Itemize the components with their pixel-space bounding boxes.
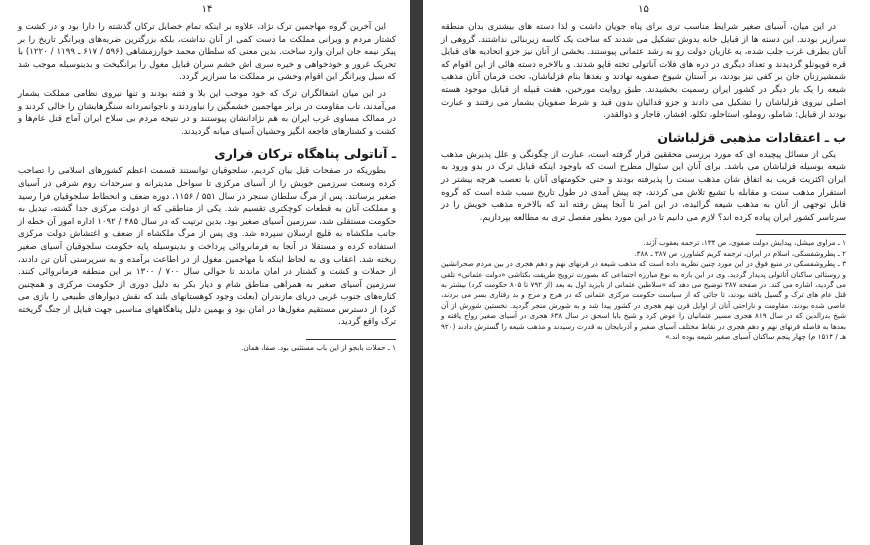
- page-number: ۱۴: [201, 4, 213, 15]
- paragraph: یکی از مسائل پیچیده ای که مورد بررسی محققین قرار گرفته است، عبارت از چگونگی و علل پذیرش مذهب شیعه بوسیله قزلباشان می باشد. برای آنان این سئوال مطرح است که باوجود اینکه قبایل ترک در بدو ورود به ایران اکثریت قریب به اتفاق شان مذهب سنت را پذیرفته بودند و حتی حکومتهای آنان با تعصب هرچه بیشتر در استقرار مذهب سنت و مقابله با تشیع تلاش می کردند، چه پیش آمدی در طول تاریخ سبب شده است که گروه قابل توجهی از آنان به مذهب شیعه گرائیده، در این امر تا آنجا پیش رفته اند که بالاخره مذهب خویش را در سرتاسر کشور ایران پیاده کرده اند؟ لازم می دانیم تا در این مورد بطور مفصل تری به مطالعه بپردازیم.: [441, 149, 846, 223]
- footnote: ۱ ـ حملات بابجو از این باب مستثنی بود. صفا، همان.: [241, 343, 396, 353]
- section-heading: ب ـ اعتقادات مذهبی قزلباشان: [657, 129, 846, 145]
- book-gutter: [410, 0, 423, 545]
- paragraph: در این میان، آسیای صغیر شرایط مناسب تری برای پناه جویان داشت و لذا دسته های بیشتری بدان منطقه سرازیر بودند. این دسته ها از قبایل خانه بدوش تشکیل می شدند که ساخت یک کاسه زیربنائی نداشتند. گروهی از آنان بطرف غرب جلب شده، به غازیان دولت رو به رشد عثمانی پیوستند. بخشی از آنان نیز جزو اتحادیه های قبایل قره قویونلو گردیدند و تعداد دیگری در دره های فلات آناتولی تخته قاپو شدند. و بالاخره دسته هائی از این اقوام که شمشیرزنان جان بر کفی نیز بودند، بر آستان شیوخ صفویه نهادند و بعدها بنام قزلباشان، تحت فرمان آنان مذهب شیعه را یک بار دیگر در کشور ایران رسمیت بخشیدند. طبق روایت مورخین، هفت قبیله از قبایل موجود هسته اصلی نیروی قزلباشان را تشکیل می دادند و جزو قدائیان بدون قید و شرط صفویان بشمار می رفتند و عبارت بودند از قبایل: شاملو، روملو، استاجلو، تکلو، افشار، قاجار و ذوالقدر.: [441, 22, 846, 121]
- page-number: ۱۵: [638, 4, 649, 15]
- left-page: [0, 0, 410, 545]
- footnote: ۱ ـ مزاوی میشل، پیدایش دولت صفوی، ص ۱۳۴، ترجمه یعقوب آژند.: [643, 238, 846, 248]
- section-heading: ـ آناتولی پناهگاه ترکان فراری: [214, 146, 396, 162]
- footnote-divider: [756, 234, 846, 235]
- paragraph: بطوریکه در صفحات قبل بیان کردیم، سلجوقیان توانستند قسمت اعظم کشورهای اسلامی را تصاحب کرده وسعت سرزمین خویش را از آسیای مرکزی تا سواحل مدیترانه و سرحدات روم شرقی در آسیای صغیر برسانند. پس از مرگ سلطان سنجر در سال ۵۵۱ / ۱۱۵۶، دوره ضعف و انحطاط سلجوقیان فرا رسید و مملکت آنان به قطعات کوچکتری تقسیم شد. یکی از مناطقی که از دولت مرکزی جدا گشته، تبدیل به حکومت مستقلی شد، سرزمین آسیای صغیر بود. بدین ترتیب که در سال ۴۸۵ / ۱۰۹۲ اداره امور آن خطه از جانب ملکشاه به قلیچ ارسلان سپرده شد. وی پس از مرگ ملکشاه از ضعف و اغتشاش دولت مرکزی استفاده کرده و مستقلا در آنجا به فرمانروائی پرداخت و بدینوسیله پایه حکومت سلجوقیان آسیای صغیر ریخته شد. اعقاب وی به لحاظ اینکه با مهاجمین مغول از در اطاعت برآمده و به سرپرستی آنان تن دادند، از حملات و کشت و کشتار در امان ماندند تا حوالی سال ۷۰۰ / ۱۳۰۰ بر این منطقه فرمانروائی کنند. سرزمین آسیای صغیر به همراهی مناطق شام و دیار بکر به دلیل دوری از حکومت مرکزی و همچنین کناره‌های جنوب غربی دریای مازندران (بعلت وجود کوهستانهای بلند که نقش دیوارهای طبیعی را بازی می کرد) از دسترس مستقیم مغول‌ها در امان بود و بهمین دلیل پناهگاههای مناسبی جهت قبایل از جنگ گریخته ترک واقع گردید.: [18, 166, 397, 328]
- paragraph: این آخرین گروه مهاجمین ترک نژاد، علاوه بر اینکه تمام خصایل ترکان گذشته را دارا بود و در کشت و کشتار مردم و ویرانی مملکت ما دست کمی از آنان نداشت، بلکه بزرگترین ضربه‌های ویرانگر تاریخ را بر پیکر نیمه جان ایران وارد ساخت. بدین معنی که سلطان محمد خوارزمشاهی (۵۹۶ / ۶۱۷ ـ ۱۱۹۹ / ۱۲۲۰) با تحریک غرور و خودخواهی و خیره سری اش خشم سران قبایل مغول را برانگیخت و بدینوسیله موجب شد که سیل ویرانگر این اقوام وحشی بر مملکت ما سرازیر گردد.: [18, 22, 397, 83]
- footnote-divider: [306, 339, 396, 340]
- footnote: ۲ ـ پطروشفسکی، اسلام در ایران، ترجمه کریم کشاورز، ص ۳۸۷ ـ ۳۸۸.: [634, 248, 846, 258]
- footnote: ۳ ـ پطروشفسکی در منبع فوق در این مورد چنین نظریه داده است که مذهب شیعه در قرنهای نهم و دهم هجری در بین مردم صحرانشین و روستائی ساکنان آناتولی پدیدار گردید. وی در این باره به نوع مبارزه اجتماعی که بصورت ترویج طریقت بکتاشی «دولت عثمانی» تلقی می گردید، اشاره می کند. در صفحه ۳۸۷ توضیح می دهد که «سلاطین عثمانی از بایزید اول به بعد (از ۷۹۲ تا ۸۰۵ حکومت کرد) بیشتر به قتل عام های ترک و گسیل یافته بودند، تا جائی که از سیاست حکومت مرکزی عثمانی که در هرج و مرج و بد رفتاری بسر می بردند، عاصی شده بودند. مقاومت و ناراحتی آنان از اوایل قرن نهم هجری در کشور پیدا شد و به شورش منجر گردید. نخستین شورش از آن شیخ بدرالدین که در سال ۸۱۹ هجری مسیر عثمانیان را عوض کرد و شیخ بابا اسحق در سال ۶۳۸ هجری در آسیای صغیر رواج یافته و بعدها به فاصله قرنهای نهم و دهم هجری در نقاط مختلف آسیای صغیر و آذربایجان به قدرت رسیدند و مذهب شیعه را گسترش دادند (۹۲۰ هـ / ۱۵۱۴ م) چهار پنجم ساکنان آسیای صغیر شیعه بوده اند.»: [441, 259, 847, 341]
- paragraph: در این میان اشغالگران ترک که خود موجب این بلا و فتنه بودند و تنها نیروی نظامی مملکت بشمار می‌آمدند، تاب مقاومت در برابر مهاجمین خشمگین را نیاوردند و ناجوانمردانه سنگرهایشان را خالی کردند و در ممالک مساوی غرب ایران به هم نژادانشان پیوستند و در نتیجه مردم بی سلاح ایران آماج قتل عام‌ها و کشت و کشتارهای فاجعه انگیز وحشیان آسیای میانه گردیدند.: [18, 88, 396, 137]
- right-page: [423, 0, 870, 545]
